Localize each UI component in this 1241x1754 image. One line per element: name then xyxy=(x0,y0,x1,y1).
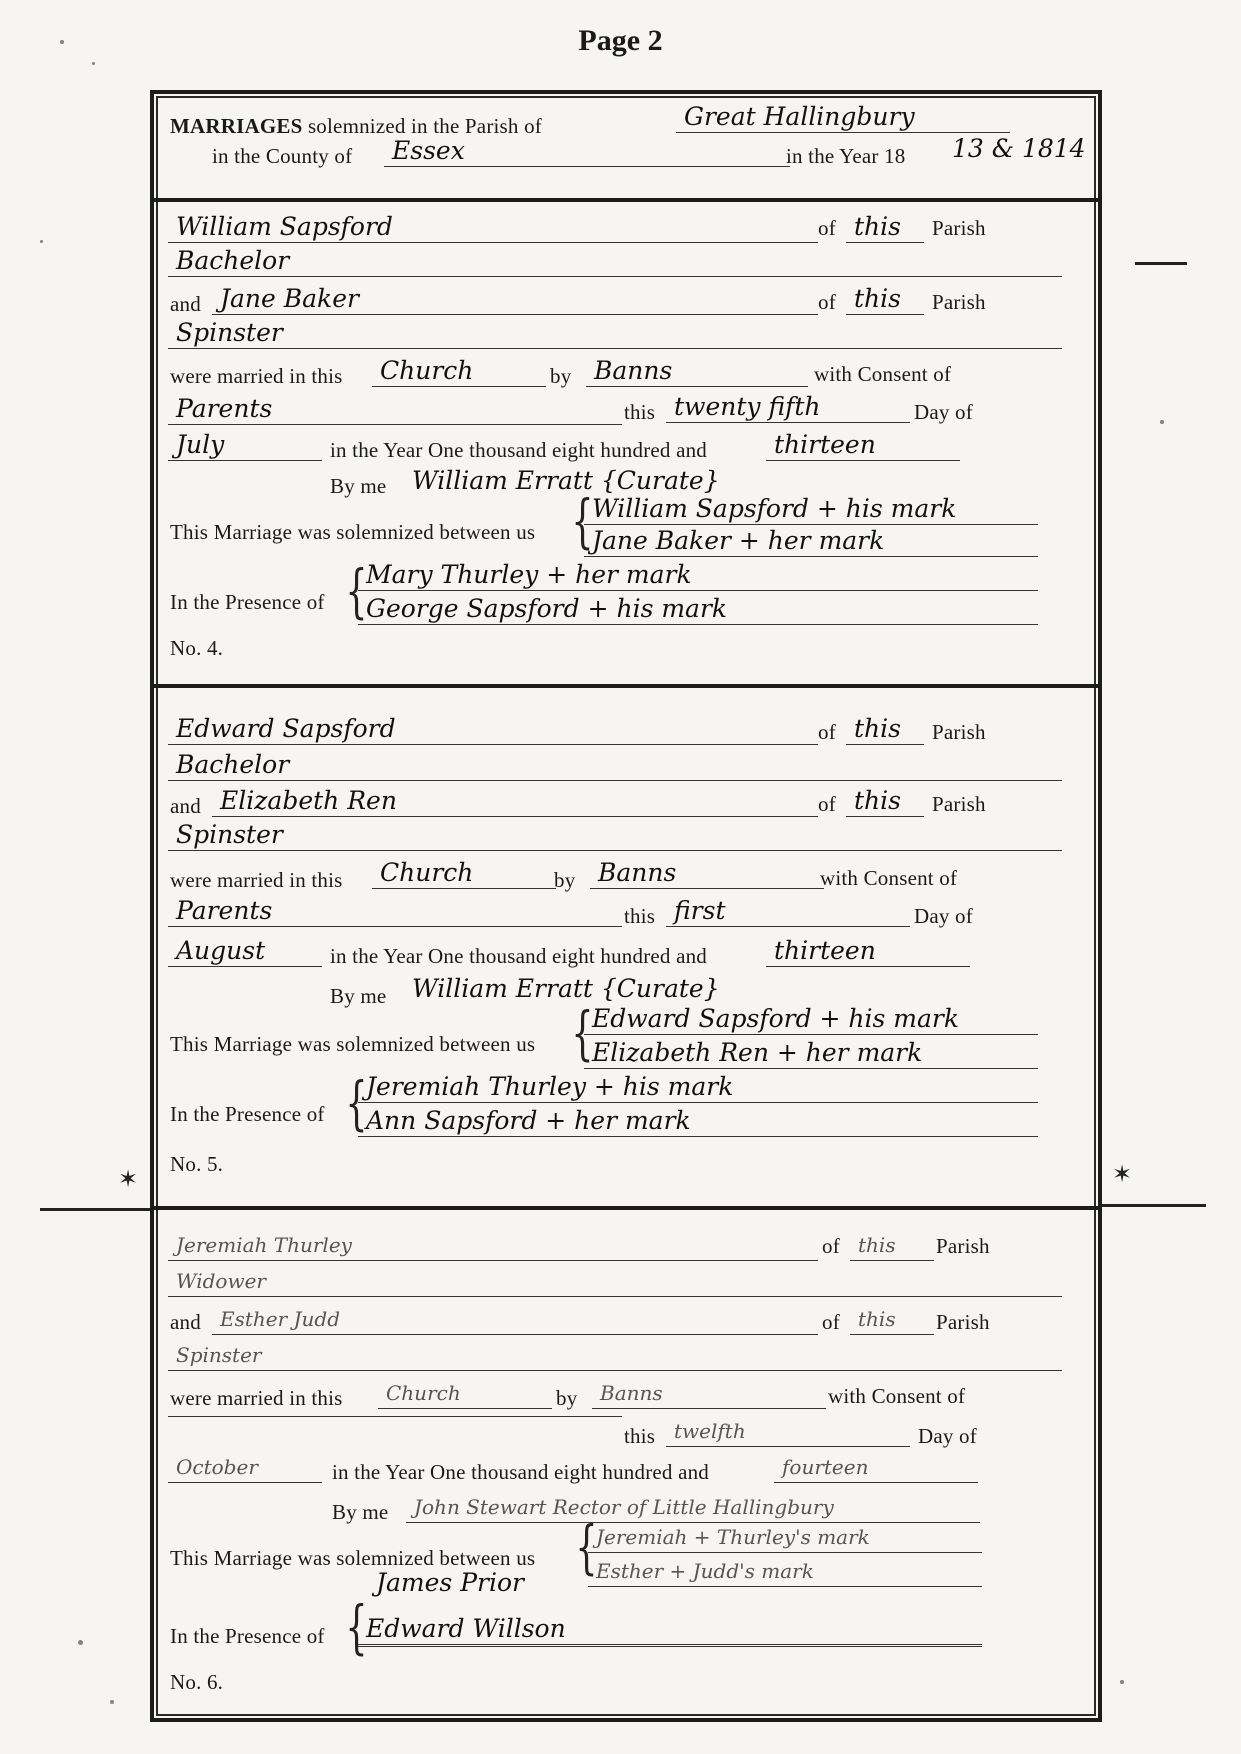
of-label: of xyxy=(822,1310,840,1334)
of-label: of xyxy=(818,290,836,314)
bride-status: Spinster xyxy=(168,318,1062,349)
margin-rule-right xyxy=(1096,1204,1206,1207)
speck xyxy=(1120,1680,1124,1684)
brace: { xyxy=(345,1593,368,1661)
groom-status: Bachelor xyxy=(168,246,1062,277)
witness-2: Ann Sapsford + her mark xyxy=(358,1106,1038,1137)
bride-status: Spinster xyxy=(168,820,1062,851)
solemnized-label: This Marriage was solemnized between us xyxy=(170,520,536,544)
by-label: by xyxy=(550,364,572,388)
margin-rule-left xyxy=(40,1208,152,1211)
header-year-value: 13 & 1814 xyxy=(952,134,1086,163)
day-of-label: Day of xyxy=(914,904,973,928)
marriage-month: October xyxy=(168,1452,322,1483)
solemnized-label: This Marriage was solemnized between us xyxy=(170,1032,536,1056)
officiant: William Erratt {Curate} xyxy=(412,466,720,495)
and-label: and xyxy=(170,794,201,818)
by-label: by xyxy=(556,1386,578,1410)
consent-value xyxy=(168,1416,622,1417)
parish-label: Parish xyxy=(936,1234,990,1258)
marriage-place: Church xyxy=(372,356,546,387)
party-2: Elizabeth Ren + her mark xyxy=(584,1038,1038,1069)
party-2: Jane Baker + her mark xyxy=(584,526,1038,557)
party-2: Esther + Judd's mark xyxy=(588,1556,982,1587)
marriage-month: August xyxy=(168,936,322,967)
witness-1: Mary Thurley + her mark xyxy=(358,560,1038,591)
parish-label: Parish xyxy=(932,290,986,314)
consent-label: with Consent of xyxy=(814,362,952,386)
speck xyxy=(78,1640,83,1645)
party-1: Edward Sapsford + his mark xyxy=(584,1004,1038,1035)
year-label: in the Year One thousand eight hundred and xyxy=(330,944,707,968)
marriage-place: Church xyxy=(378,1378,552,1409)
marriage-by: Banns xyxy=(592,1378,826,1409)
marriage-year: fourteen xyxy=(774,1452,978,1483)
presence-label: In the Presence of xyxy=(170,590,325,614)
and-label: and xyxy=(170,292,201,316)
bride-parish: this xyxy=(846,284,924,315)
witness-1: Jeremiah Thurley + his mark xyxy=(358,1072,1038,1103)
groom-status: Widower xyxy=(168,1266,1062,1297)
groom-name: Edward Sapsford xyxy=(168,714,818,745)
bride-name: Elizabeth Ren xyxy=(212,786,818,817)
day-of-label: Day of xyxy=(914,400,973,424)
entry-divider xyxy=(154,684,1098,688)
this-label: this xyxy=(624,1424,656,1448)
marriage-place: Church xyxy=(372,858,556,889)
year-label: in the Year One thousand eight hundred and xyxy=(330,438,707,462)
bride-parish: this xyxy=(850,1304,934,1335)
married-label: were married in this xyxy=(170,1386,343,1410)
officiant: William Erratt {Curate} xyxy=(412,974,720,1003)
header-parish-value: Great Hallingbury xyxy=(676,102,1010,133)
of-label: of xyxy=(818,720,836,744)
margin-dash xyxy=(1135,262,1187,265)
by-me-label: By me xyxy=(330,474,387,498)
marriage-by: Banns xyxy=(590,858,824,889)
parish-label: Parish xyxy=(932,720,986,744)
party-1: William Sapsford + his mark xyxy=(584,494,1038,525)
speck xyxy=(92,62,95,65)
parish-label: Parish xyxy=(936,1310,990,1334)
speck xyxy=(110,1700,114,1704)
groom-parish: this xyxy=(850,1230,934,1261)
brace: { xyxy=(571,999,594,1067)
page-label: Page 2 xyxy=(578,24,663,57)
marriage-day: twelfth xyxy=(666,1416,910,1447)
header-divider xyxy=(154,198,1098,202)
header-year-label: in the Year 18 xyxy=(786,144,906,168)
officiant: John Stewart Rector of Little Hallingbury xyxy=(406,1492,980,1523)
consent-label: with Consent of xyxy=(828,1384,966,1408)
parish-label: Parish xyxy=(932,216,986,240)
of-label: of xyxy=(818,792,836,816)
marriage-by: Banns xyxy=(586,356,808,387)
this-label: this xyxy=(624,904,656,928)
party-1: Jeremiah + Thurley's mark xyxy=(588,1522,982,1553)
parish-label: Parish xyxy=(932,792,986,816)
entry-number: No. 5. xyxy=(170,1152,224,1176)
witness-1: Edward Willson xyxy=(358,1614,982,1645)
speck xyxy=(40,240,43,243)
groom-name: Jeremiah Thurley xyxy=(168,1230,818,1261)
brace: { xyxy=(345,557,368,625)
entry-number: No. 6. xyxy=(170,1670,224,1694)
brace: { xyxy=(575,1513,598,1581)
presence-label: In the Presence of xyxy=(170,1102,325,1126)
bride-parish: this xyxy=(846,786,924,817)
brace: { xyxy=(345,1069,368,1137)
of-label: of xyxy=(822,1234,840,1258)
brace: { xyxy=(571,487,594,555)
consent-value: Parents xyxy=(168,394,622,425)
day-of-label: Day of xyxy=(918,1424,977,1448)
solemnized-label: This Marriage was solemnized between us xyxy=(170,1546,536,1570)
star-mark-left: ✶ xyxy=(118,1167,139,1193)
witness-extra: James Prior xyxy=(376,1568,524,1597)
and-label: and xyxy=(170,1310,201,1334)
marriage-year: thirteen xyxy=(766,430,960,461)
header-prefix: MARRIAGES xyxy=(170,114,303,138)
this-label: this xyxy=(624,400,656,424)
witness-2: George Sapsford + his mark xyxy=(358,594,1038,625)
groom-name: William Sapsford xyxy=(168,212,818,243)
witness-2 xyxy=(358,1646,982,1647)
bride-name: Jane Baker xyxy=(212,284,818,315)
by-label: by xyxy=(554,868,576,892)
by-me-label: By me xyxy=(332,1500,389,1524)
married-label: were married in this xyxy=(170,868,343,892)
marriage-year: thirteen xyxy=(766,936,970,967)
groom-parish: this xyxy=(846,714,924,745)
entry-divider xyxy=(154,1206,1098,1210)
marriage-day: twenty fifth xyxy=(666,392,910,423)
groom-parish: this xyxy=(846,212,924,243)
speck xyxy=(1160,420,1164,424)
groom-status: Bachelor xyxy=(168,750,1062,781)
star-mark-right: ✶ xyxy=(1112,1162,1133,1188)
year-label: in the Year One thousand eight hundred and xyxy=(332,1460,709,1484)
marriage-month: July xyxy=(168,430,322,461)
register-sheet xyxy=(150,90,1102,1722)
entry-number: No. 4. xyxy=(170,636,224,660)
bride-name: Esther Judd xyxy=(212,1304,818,1335)
married-label: were married in this xyxy=(170,364,343,388)
presence-label: In the Presence of xyxy=(170,1624,325,1648)
consent-label: with Consent of xyxy=(820,866,958,890)
header-county-value: Essex xyxy=(384,136,790,167)
of-label: of xyxy=(818,216,836,240)
bride-status: Spinster xyxy=(168,1340,1062,1371)
header-solemnized-text: solemnized in the Parish of xyxy=(307,114,542,138)
consent-value: Parents xyxy=(168,896,622,927)
by-me-label: By me xyxy=(330,984,387,1008)
header-county-label: in the County of xyxy=(212,144,353,168)
marriage-day: first xyxy=(666,896,910,927)
